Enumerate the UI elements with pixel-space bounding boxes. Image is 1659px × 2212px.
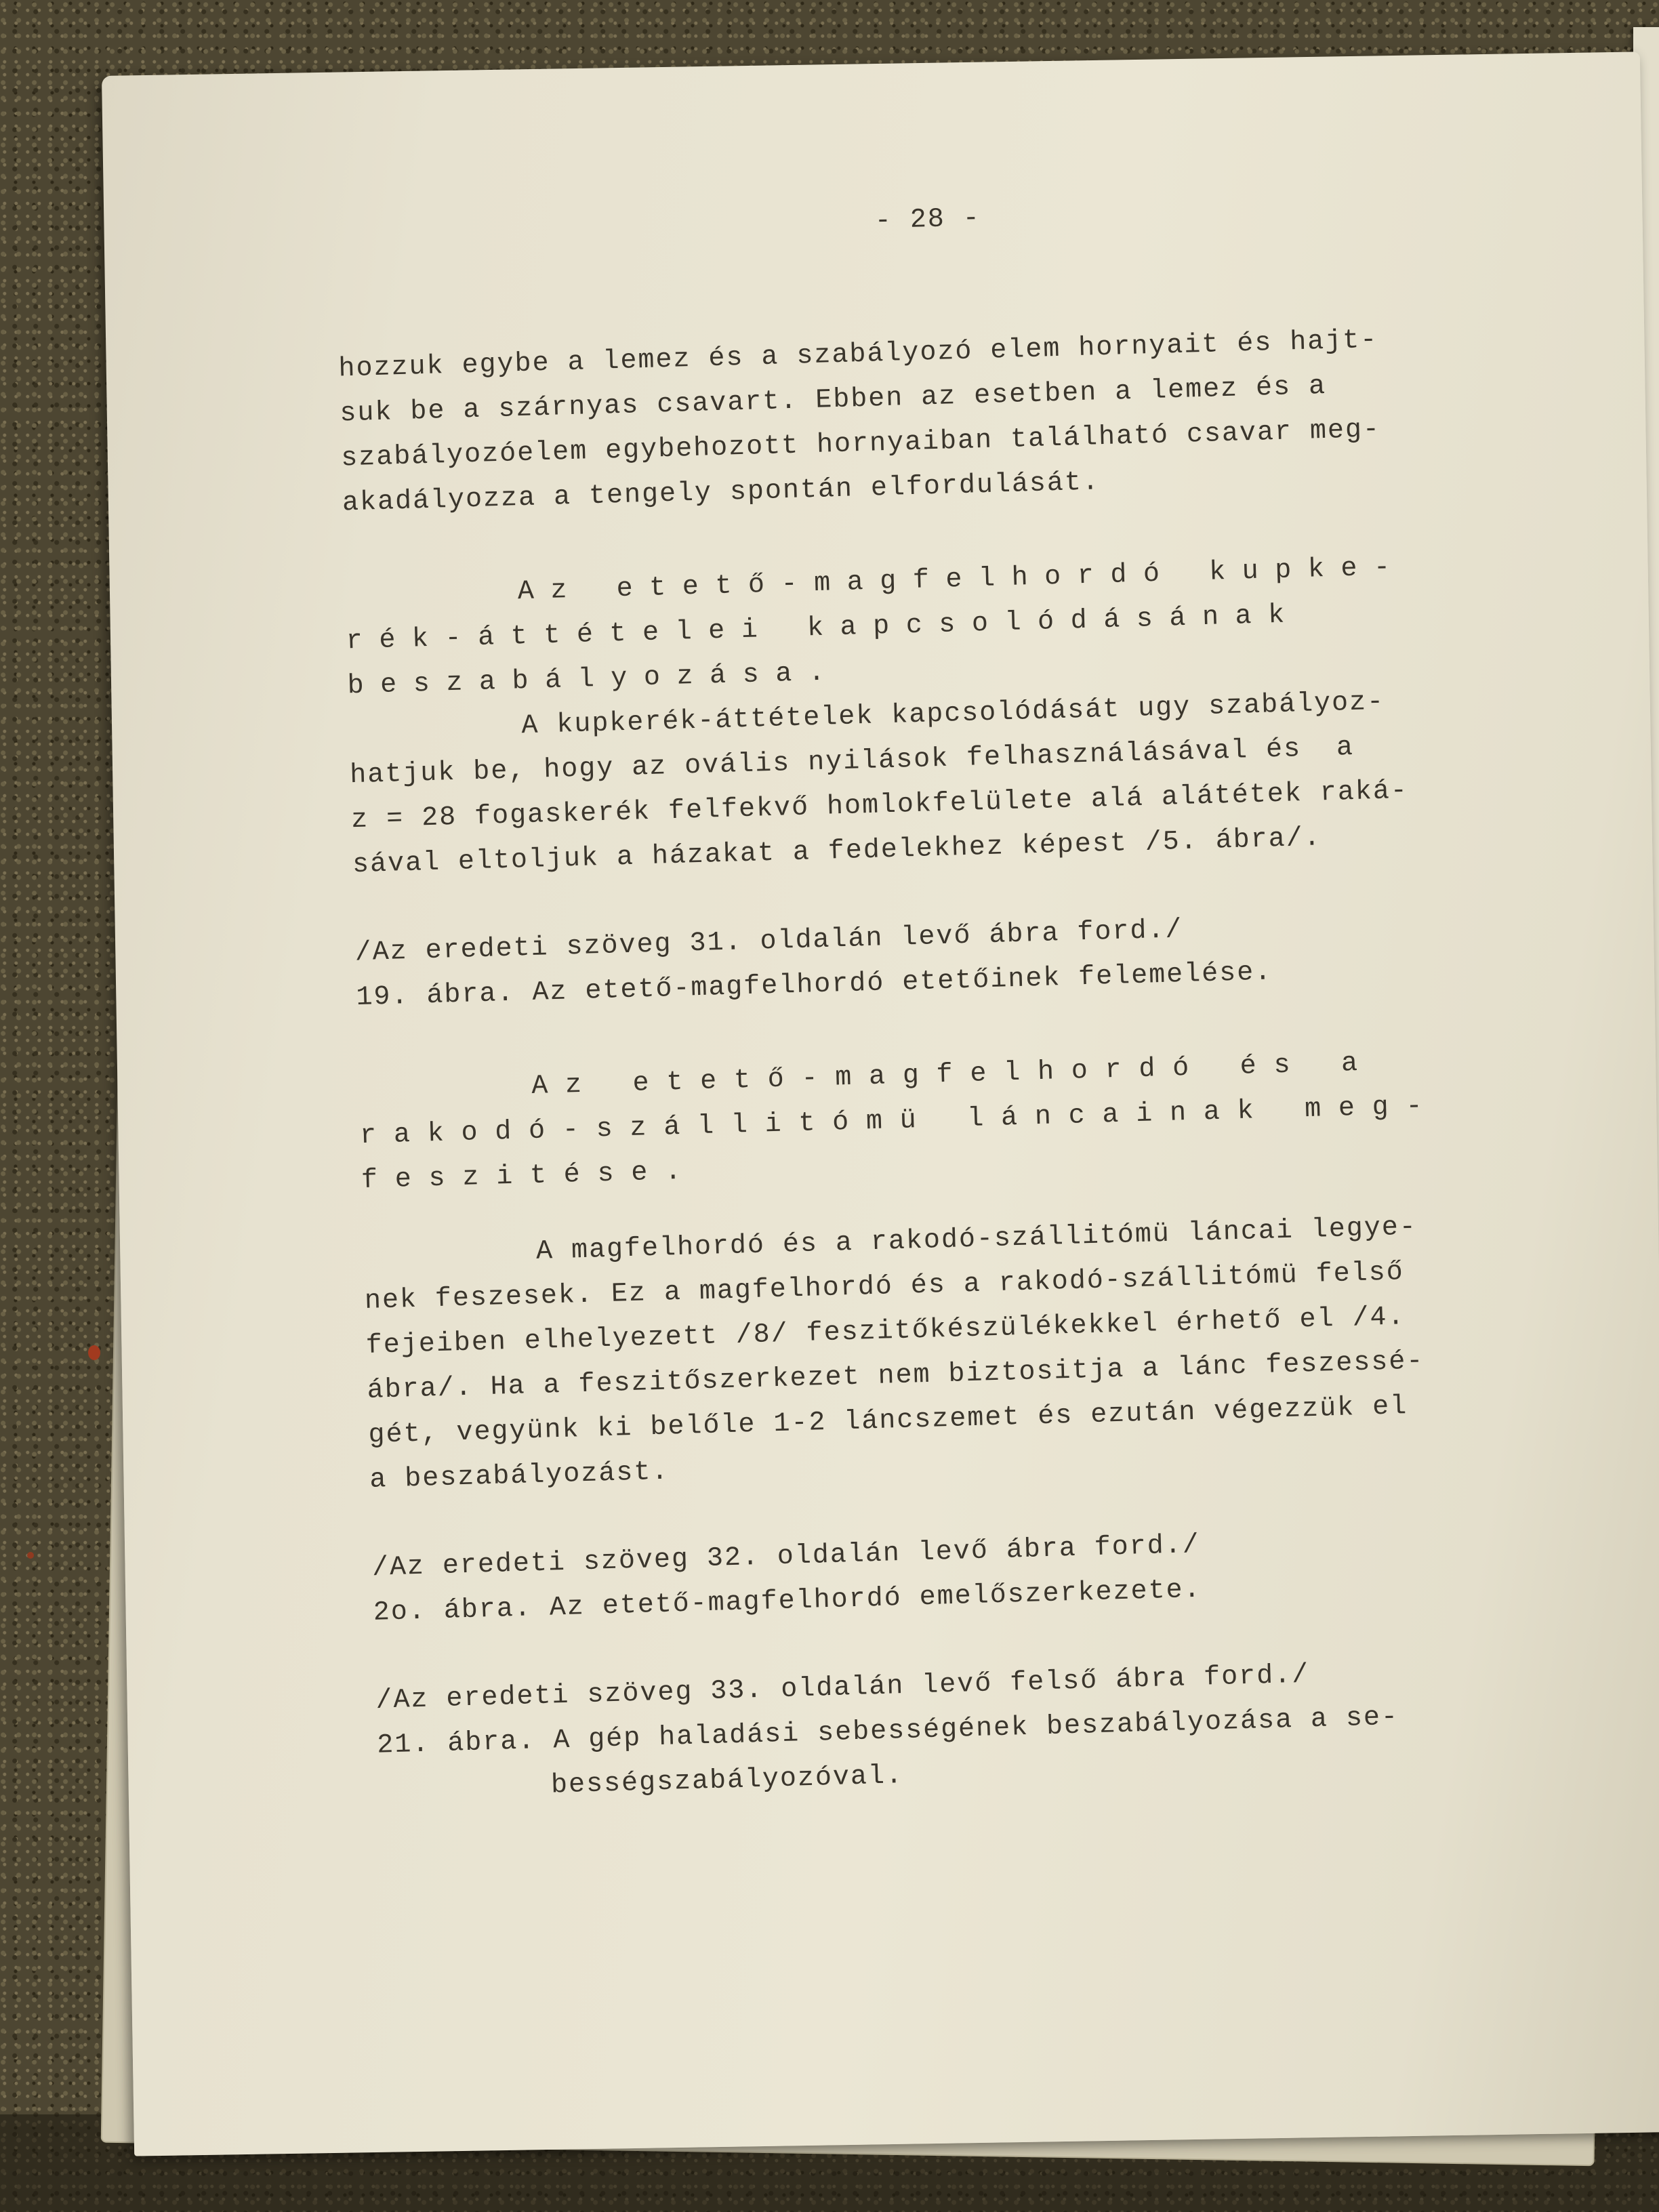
- text-line: A magfelhordó és a rakodó-szállitómü láncai legye-: [535, 1212, 1418, 1267]
- text-line: nek feszesek. Ez a magfelhordó és a rakodó-szállitómü felső: [364, 1257, 1405, 1317]
- surface-speck: [88, 1345, 100, 1360]
- caption-title: 19. ábra. Az etető-magfelhordó etetőinek felemelése.: [355, 957, 1273, 1014]
- intro-paragraph: [338, 313, 1570, 526]
- text-line: suk be a szárnyas csavart. Ebben az esetben a lemez és a: [339, 371, 1327, 430]
- heading-line: feszitése.: [361, 1156, 699, 1197]
- page-number: - 28 -: [874, 203, 981, 237]
- text-line: hozzuk egybe a lemez és a szabályozó elem hornyait és hajt-: [338, 325, 1378, 385]
- text-line: szabályozóelem egybehozott hornyaiban található csavar meg-: [340, 414, 1381, 474]
- heading-line: rék-áttételei kapcsolódásának: [346, 600, 1302, 657]
- caption-title: bességszabályozóval.: [550, 1761, 904, 1801]
- surface-speck: [27, 1552, 34, 1559]
- heading-line: rakodó-szállitómü láncainak meg-: [359, 1090, 1440, 1152]
- text-line: A kupkerék-áttételek kapcsolódását ugy szabályoz-: [520, 687, 1385, 742]
- heading-line: Az etető-magfelhordó kupke-: [517, 552, 1408, 608]
- text-line: ábra/. Ha a feszitőszerkezet nem biztositja a lánc feszessé-: [367, 1346, 1425, 1406]
- document-page: [102, 52, 1659, 2156]
- heading-line: beszabályozása.: [347, 657, 842, 702]
- text-line: hatjuk be, hogy az ovális nyilások felhasználásával és a: [349, 732, 1355, 792]
- caption-title: 2o. ábra. Az etető-magfelhordó emelőszerkezete.: [373, 1574, 1202, 1629]
- caption-title: 21. ábra. A gép haladási sebességének beszabályozása a se-: [376, 1702, 1399, 1761]
- caption-note: /Az eredeti szöveg 32. oldalán levő ábra ford./: [371, 1530, 1201, 1584]
- text-line: akadályozza a tengely spontán elfordulását.: [342, 467, 1101, 519]
- caption-note: /Az eredeti szöveg 31. oldalán levő ábra ford./: [354, 915, 1184, 969]
- text-line: sával eltoljuk a házakat a fedelekhez képest /5. ábra/.: [352, 823, 1322, 881]
- typewritten-text: [334, 180, 1605, 1814]
- text-line: gét, vegyünk ki belőle 1-2 láncszemet és ezután végezzük el: [367, 1391, 1408, 1451]
- text-line: fejeiben elhelyezett /8/ feszitőkészülékekkel érhető el /4.: [365, 1302, 1406, 1361]
- body-paragraph: [363, 1201, 1596, 1503]
- heading-line: Az etető-magfelhordó és a: [531, 1048, 1376, 1103]
- text-line: z = 28 fogaskerék felfekvő homlokfelülete alá alátétek raká-: [350, 775, 1409, 836]
- caption-note: /Az eredeti szöveg 33. oldalán levő felső ábra ford./: [375, 1660, 1310, 1717]
- body-paragraph: [348, 675, 1580, 888]
- text-line: a beszabályozást.: [369, 1456, 670, 1496]
